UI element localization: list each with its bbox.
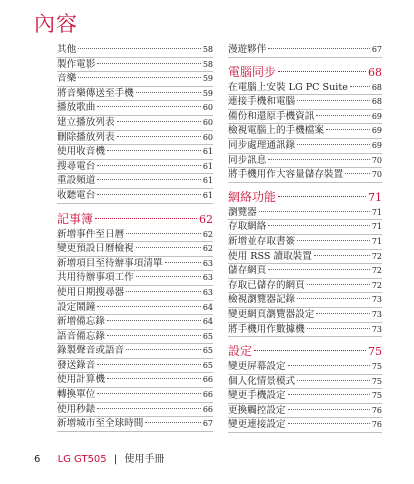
toc-entry-page: 71	[371, 222, 382, 232]
toc-entry[interactable]	[57, 315, 213, 330]
toc-entry-page: 75	[371, 391, 382, 401]
toc-left-column	[57, 43, 213, 432]
toc-entry-label: 使用 RSS 讀取裝置	[228, 250, 312, 262]
leader-dots	[288, 394, 370, 395]
leader-dots	[288, 365, 370, 366]
leader-dots	[297, 298, 370, 299]
toc-entry-page: 73	[371, 324, 382, 334]
toc-entry-label: 儲存網頁	[228, 265, 267, 277]
toc-entry-page: 73	[371, 309, 382, 319]
toc-entry-page: 59	[202, 74, 213, 84]
toc-entry[interactable]	[228, 206, 382, 221]
toc-entry-label: 使用秒錶	[57, 403, 96, 415]
leader-dots	[307, 284, 370, 285]
toc-entry-page: 68	[371, 97, 382, 107]
toc-entry-page: 69	[371, 140, 382, 150]
leader-dots	[316, 313, 369, 314]
toc-entry-page: 66	[202, 404, 213, 414]
toc-entry-label: 備份和還原手機資訊	[228, 110, 315, 122]
toc-entry-page: 65	[202, 331, 213, 341]
leader-dots	[107, 320, 201, 321]
toc-entry-label: 重設頻道	[57, 175, 96, 187]
leader-dots	[78, 48, 201, 49]
toc-entry-label: 錄製聲音或語音	[57, 345, 125, 357]
toc-section-heading-page: 75	[368, 345, 382, 359]
toc-entry[interactable]	[228, 139, 382, 154]
toc-entry-label: 變更手機設定	[228, 390, 286, 402]
toc-entry-page: 75	[371, 376, 382, 386]
toc-entry-label: 將手機用作大容量儲存裝置	[228, 169, 344, 181]
toc-entry-label: 變更屏幕設定	[228, 361, 286, 373]
toc-entry-label: 同步處理通訊錄	[228, 139, 296, 151]
toc-entry-label: 使用收音機	[57, 146, 105, 158]
toc-entry[interactable]	[57, 160, 213, 175]
toc-section-heading-label: 記事簿	[57, 211, 94, 226]
toc-entry[interactable]	[228, 81, 382, 96]
toc-entry-page: 67	[202, 419, 213, 429]
guide-name: 使用手冊	[124, 454, 165, 465]
toc-entry-page: 63	[202, 273, 213, 283]
toc-entry-page: 72	[371, 280, 382, 290]
leader-dots	[136, 92, 201, 93]
toc-entry-page: 72	[371, 251, 382, 261]
toc-entry[interactable]	[57, 87, 213, 102]
toc-entry[interactable]	[228, 375, 382, 390]
toc-entry-label: 變更連接設定	[228, 419, 286, 431]
model-name: LG GT505	[57, 454, 107, 465]
leader-dots	[97, 306, 200, 307]
toc-entry[interactable]	[57, 145, 213, 160]
leader-dots	[297, 144, 370, 145]
toc-entry-page: 63	[202, 258, 213, 268]
toc-entry[interactable]	[57, 271, 213, 286]
leader-dots	[126, 233, 201, 234]
leader-dots	[97, 194, 200, 195]
toc-entry[interactable]	[57, 257, 213, 272]
toc-entry[interactable]	[57, 330, 213, 345]
toc-entry-label: 同步訊息	[228, 154, 267, 166]
toc-entry-label: 新增城市至全球時間	[57, 418, 144, 430]
toc-entry-page: 61	[202, 147, 213, 157]
leader-dots	[254, 350, 366, 351]
leader-dots	[126, 349, 201, 350]
leader-dots	[268, 225, 369, 226]
toc-entry-page: 60	[202, 132, 213, 142]
toc-entry-page: 62	[202, 229, 213, 239]
toc-entry[interactable]	[57, 301, 213, 316]
toc-entry[interactable]	[228, 154, 382, 169]
toc-entry-page: 63	[202, 287, 213, 297]
toc-entry[interactable]	[57, 228, 213, 243]
toc-entry-page: 58	[202, 45, 213, 54]
toc-section-heading-page: 68	[368, 65, 382, 79]
leader-dots	[268, 159, 369, 160]
toc-entry-label: 在電腦上安裝 LG PC Suite	[228, 81, 348, 93]
leader-dots	[136, 247, 201, 248]
page-title: 內容	[34, 12, 78, 36]
toc-entry-label: 播放歌曲	[57, 102, 96, 114]
toc-entry-page: 60	[202, 117, 213, 127]
toc-entry-label: 共用待辦事項工作	[57, 272, 134, 284]
toc-entry-label: 將音樂傳送至手機	[57, 87, 134, 99]
leader-dots	[268, 269, 369, 270]
leader-dots	[107, 150, 201, 151]
toc-entry-label: 新增項目至待辦事項清單	[57, 257, 163, 269]
toc-entry[interactable]	[57, 286, 213, 301]
leader-dots	[97, 106, 200, 107]
toc-entry[interactable]	[57, 58, 213, 73]
toc-entry-page: 76	[371, 405, 382, 415]
toc-entry-label: 設定鬧鐘	[57, 301, 96, 313]
toc-entry-page: 59	[202, 88, 213, 98]
leader-dots	[288, 423, 370, 424]
leader-dots	[107, 378, 201, 379]
toc-entry-label: 新增備忘錄	[57, 316, 105, 328]
toc-entry-page: 72	[371, 266, 382, 276]
toc-entry-label: 存取已儲存的網頁	[228, 279, 305, 291]
leader-dots	[326, 129, 370, 130]
leader-dots	[97, 165, 200, 166]
toc-entry-label: 新增事件至日曆	[57, 228, 125, 240]
toc-entry-label: 個人化情景模式	[228, 375, 296, 387]
page-number: 6	[34, 454, 41, 465]
leader-dots	[259, 211, 370, 212]
toc-entry-page: 70	[371, 155, 382, 165]
toc-entry-page: 61	[202, 176, 213, 186]
toc-entry-page: 58	[202, 59, 213, 69]
leader-dots	[117, 136, 201, 137]
toc-entry[interactable]	[228, 308, 382, 323]
toc-entry-page: 73	[371, 295, 382, 305]
toc-entry[interactable]	[57, 174, 213, 189]
toc-entry-label: 瀏覽器	[228, 206, 257, 218]
toc-entry-page: 76	[371, 420, 382, 430]
toc-section-heading-page: 71	[368, 190, 382, 204]
toc-entry-page: 67	[371, 45, 382, 54]
toc-entry[interactable]	[57, 101, 213, 116]
toc-entry[interactable]	[228, 95, 382, 110]
leader-dots	[316, 115, 369, 116]
toc-entry-page: 71	[371, 236, 382, 246]
leader-dots	[314, 255, 370, 256]
toc-entry-label: 更換觸控設定	[228, 404, 286, 416]
toc-entry[interactable]	[57, 388, 213, 403]
leader-dots	[278, 196, 366, 197]
leader-dots	[350, 86, 370, 87]
leader-dots	[97, 179, 200, 180]
leader-dots	[126, 291, 201, 292]
toc-section-heading-page: 62	[199, 212, 213, 226]
toc-entry-page: 64	[202, 302, 213, 312]
footer-separator: |	[113, 454, 118, 465]
toc-entry-page: 61	[202, 190, 213, 200]
toc-entry-page: 66	[202, 375, 213, 385]
toc-entry[interactable]	[228, 389, 382, 404]
toc-section-heading-label: 電腦同步	[228, 64, 277, 79]
toc-entry[interactable]	[228, 124, 382, 139]
toc-entry[interactable]	[228, 168, 382, 183]
toc-entry-page: 70	[371, 170, 382, 180]
toc-entry-page: 62	[202, 244, 213, 254]
toc-entry[interactable]	[228, 264, 382, 279]
toc-entry-label: 搜尋電台	[57, 160, 96, 172]
toc-entry-page: 75	[371, 362, 382, 372]
toc-entry-label: 語音備忘錄	[57, 330, 105, 342]
toc-entry[interactable]	[57, 403, 213, 418]
leader-dots	[117, 121, 201, 122]
toc-entry-page: 65	[202, 360, 213, 370]
toc-section-heading[interactable]	[57, 210, 213, 228]
leader-dots	[268, 48, 369, 49]
toc-entry-label: 檢視電腦上的手機檔案	[228, 125, 324, 137]
toc-entry-label: 其他	[57, 44, 77, 55]
toc-section-heading[interactable]	[228, 342, 382, 360]
toc-entry-page: 66	[202, 390, 213, 400]
toc-entry[interactable]	[57, 417, 213, 432]
leader-dots	[297, 380, 370, 381]
leader-dots	[97, 408, 200, 409]
toc-section-heading[interactable]	[228, 188, 382, 206]
toc-entry[interactable]	[57, 373, 213, 388]
toc-entry-page: 68	[371, 82, 382, 92]
leader-dots	[297, 240, 370, 241]
leader-dots	[288, 409, 370, 410]
toc-entry-page: 60	[202, 103, 213, 113]
leader-dots	[345, 173, 370, 174]
toc-entry-label: 存取網絡	[228, 221, 267, 233]
leader-dots	[97, 364, 200, 365]
toc-right-column	[228, 43, 382, 433]
toc-entry[interactable]	[228, 418, 382, 433]
toc-entry-label: 製作電影	[57, 58, 96, 70]
toc-entry-label: 將手機用作數據機	[228, 323, 305, 335]
toc-entry-page: 69	[371, 126, 382, 136]
toc-entry-label: 變更預設日曆檢視	[57, 243, 134, 255]
page-footer	[34, 450, 164, 465]
toc-entry[interactable]	[57, 189, 213, 204]
toc-entry[interactable]	[228, 360, 382, 375]
toc-entry[interactable]	[228, 220, 382, 235]
toc-entry-page: 69	[371, 111, 382, 121]
leader-dots	[78, 77, 201, 78]
toc-entry[interactable]	[228, 279, 382, 294]
toc-entry[interactable]	[57, 131, 213, 146]
toc-entry[interactable]	[57, 344, 213, 359]
toc-entry-label: 發送錄音	[57, 359, 96, 371]
toc-entry-label: 建立播放列表	[57, 116, 115, 128]
toc-entry[interactable]	[228, 323, 382, 338]
toc-entry-label: 變更網頁瀏覽器設定	[228, 308, 315, 320]
toc-entry[interactable]	[228, 250, 382, 265]
toc-entry[interactable]	[228, 235, 382, 250]
toc-entry-page: 61	[202, 161, 213, 171]
leader-dots	[95, 218, 197, 219]
toc-entry-label: 使用日期搜尋器	[57, 286, 125, 298]
toc-entry[interactable]	[228, 404, 382, 419]
toc-entry[interactable]	[57, 116, 213, 131]
leader-dots	[136, 276, 201, 277]
toc-entry-page: 64	[202, 317, 213, 327]
toc-entry[interactable]	[57, 72, 213, 87]
leader-dots	[97, 63, 200, 64]
toc-entry[interactable]	[57, 43, 213, 58]
toc-entry[interactable]	[228, 110, 382, 125]
toc-entry[interactable]	[57, 242, 213, 257]
toc-entry[interactable]	[228, 293, 382, 308]
toc-entry-label: 連接手機和電腦	[228, 96, 296, 108]
toc-entry-label: 使用計算機	[57, 374, 105, 386]
toc-entry-label: 音樂	[57, 73, 77, 85]
toc-section-heading-label: 網絡功能	[228, 189, 277, 204]
leader-dots	[97, 393, 200, 394]
leader-dots	[165, 262, 201, 263]
leader-dots	[297, 100, 370, 101]
toc-entry-page: 65	[202, 346, 213, 356]
toc-entry-label: 檢視瀏覽器記錄	[228, 294, 296, 306]
toc-section-heading[interactable]	[228, 63, 382, 81]
toc-entry-label: 漫遊夥伴	[228, 44, 267, 55]
toc-section-heading-label: 設定	[228, 344, 253, 359]
leader-dots	[307, 328, 370, 329]
toc-entry-label: 新增並存取書簽	[228, 235, 296, 247]
toc-entry-label: 收聽電台	[57, 189, 96, 201]
leader-dots	[278, 71, 366, 72]
toc-entry[interactable]	[57, 359, 213, 374]
leader-dots	[145, 422, 200, 423]
toc-entry-label: 刪除播放列表	[57, 131, 115, 143]
leader-dots	[107, 335, 201, 336]
toc-entry[interactable]	[228, 43, 382, 58]
toc-entry-page: 71	[371, 207, 382, 217]
toc-entry-label: 轉換單位	[57, 389, 96, 401]
